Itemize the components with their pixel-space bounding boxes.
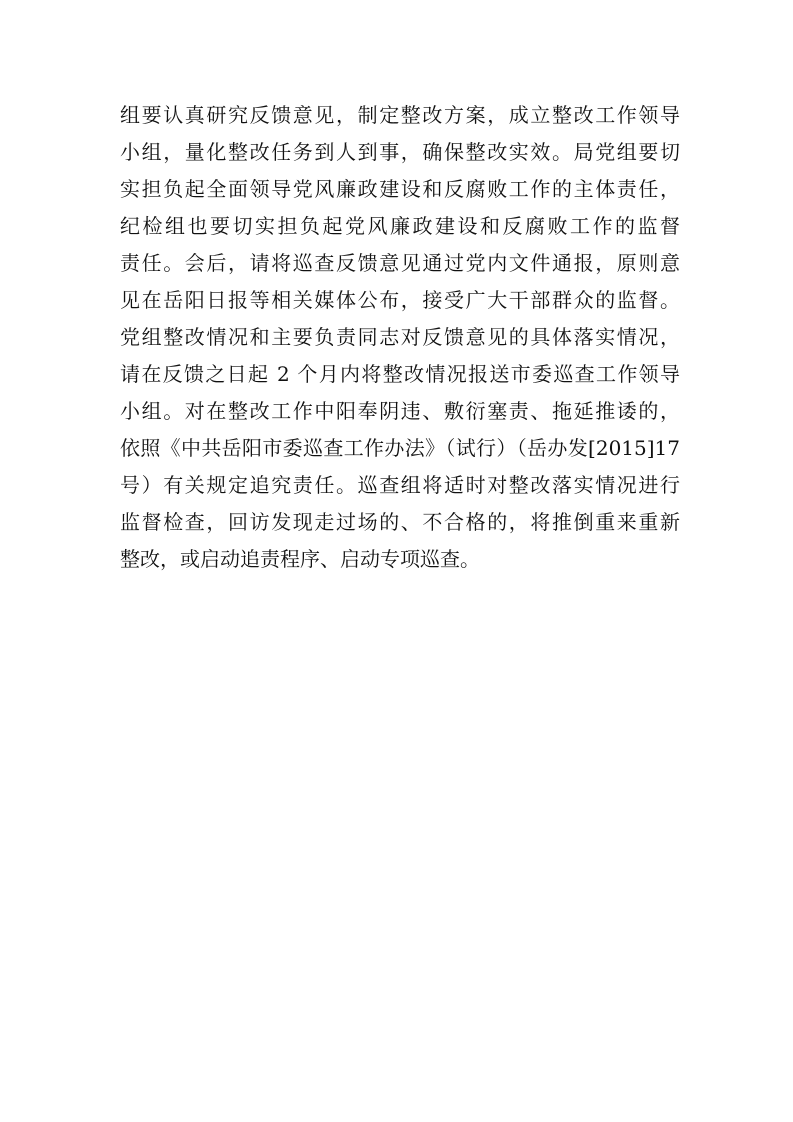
paragraph-line: 党组整改情况和主要负责同志对反馈意见的具体落实情况， (120, 325, 680, 349)
paragraph-line: 小组，量化整改任务到人到事，确保整改实效。局党组要切 (120, 140, 680, 164)
paragraph-line: 请在反馈之日起 2 个月内将整改情况报送市委巡查工作领导 (120, 362, 680, 386)
paragraph-line: 监督检查，回访发现走过场的、不合格的，将推倒重来重新 (120, 510, 680, 534)
paragraph-line-last: 整改，或启动追责程序、启动专项巡查。 (120, 547, 480, 571)
paragraph-line: 实担负起全面领导党风廉政建设和反腐败工作的主体责任， (120, 177, 680, 201)
paragraph-line: 依照《中共岳阳市委巡查工作办法》（试行）（岳办发[2015]17 (120, 436, 680, 460)
paragraph-line: 组要认真研究反馈意见，制定整改方案，成立整改工作领导 (120, 103, 680, 127)
paragraph-line: 见在岳阳日报等相关媒体公布，接受广大干部群众的监督。 (120, 288, 680, 312)
paragraph-line: 纪检组也要切实担负起党风廉政建设和反腐败工作的监督 (120, 214, 680, 238)
body-paragraph (120, 97, 680, 578)
paragraph-line: 号）有关规定追究责任。巡查组将适时对整改落实情况进行 (120, 473, 680, 497)
paragraph-line: 责任。会后，请将巡查反馈意见通过党内文件通报，原则意 (120, 251, 680, 275)
paragraph-line: 小组。对在整改工作中阳奉阴违、敷衍塞责、拖延推诿的， (120, 399, 680, 423)
